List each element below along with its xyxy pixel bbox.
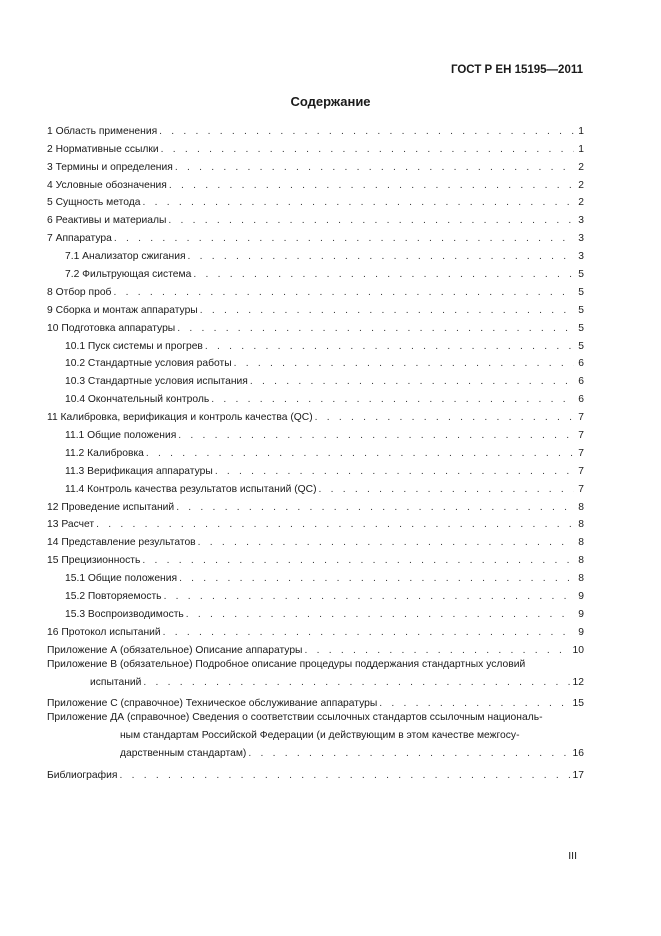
leader-dots (250, 376, 574, 387)
toc-page-number: 8 (578, 555, 584, 567)
leader-dots (211, 394, 574, 405)
toc-page-number: 3 (578, 233, 584, 245)
toc-entry-label: 16 Протокол испытаний (47, 626, 161, 638)
toc-entry-bibliography[interactable] (47, 763, 584, 781)
toc-page-number: 3 (578, 251, 584, 263)
leader-dots (113, 287, 574, 298)
toc-entry-label: 4 Условные обозначения (47, 179, 167, 191)
toc-entry-label-cont: испытаний (90, 676, 142, 688)
leader-dots (304, 645, 570, 656)
toc-entry[interactable] (47, 513, 584, 531)
toc-page-number: 5 (578, 322, 584, 334)
toc-entry-label-cont: ным стандартам Российской Федерации (и действующим в этом качестве межгосу- (120, 730, 520, 742)
toc-entry-label: 11.4 Контроль качества результатов испытаний (QC) (65, 483, 317, 495)
toc-entry-label: Приложение ДА (справочное) Сведения о соответствии ссылочных стандартов ссылочным националь- (47, 712, 543, 724)
leader-dots (169, 180, 574, 191)
toc-page-number: 17 (572, 769, 584, 781)
leader-dots (146, 448, 574, 459)
toc-entry-label: Приложение В (обязательное) Подробное описание процедуры поддержания стандартных условий (47, 658, 526, 670)
toc-entry-label: 11 Калибровка, верификация и контроль качества (QC) (47, 412, 313, 424)
toc-entry-label: 11.2 Калибровка (65, 447, 144, 459)
leader-dots (177, 323, 574, 334)
toc-entry[interactable] (47, 316, 584, 334)
toc-entry[interactable] (47, 459, 584, 477)
toc-entry[interactable] (47, 548, 584, 566)
leader-dots (96, 519, 574, 530)
toc-page-number: 9 (578, 608, 584, 620)
page-title: Содержание (290, 94, 371, 109)
toc-page-number: 3 (578, 215, 584, 227)
leader-dots (186, 609, 574, 620)
leader-dots (142, 197, 574, 208)
leader-dots (159, 126, 574, 137)
toc-entry-label: 11.3 Верификация аппаратуры (65, 465, 213, 477)
toc-entry[interactable] (47, 638, 584, 656)
toc-page-number: 10 (572, 644, 584, 656)
toc-entry[interactable] (47, 226, 584, 244)
leader-dots (119, 770, 570, 781)
toc-entry-label: 10.1 Пуск системы и прогрев (65, 340, 203, 352)
toc-entry-label: 8 Отбор проб (47, 286, 112, 298)
toc-entry[interactable] (47, 602, 584, 620)
toc-page-number: 12 (572, 676, 584, 688)
toc-entries (47, 119, 584, 656)
toc-page-number: 5 (578, 304, 584, 316)
toc-page-number: 2 (578, 161, 584, 173)
toc-page-number: 16 (572, 748, 584, 760)
toc-entry[interactable] (47, 352, 584, 370)
toc-entry-label: Приложение С (справочное) Техническое обслуживание аппаратуры (47, 698, 378, 710)
leader-dots (188, 251, 574, 262)
leader-dots (179, 573, 574, 584)
toc-entry[interactable] (47, 387, 584, 405)
leader-dots (142, 555, 574, 566)
toc-entry[interactable] (47, 495, 584, 513)
toc-page-number: 8 (578, 573, 584, 585)
leader-dots (234, 358, 574, 369)
toc-page-number: 1 (578, 125, 584, 137)
toc-entry-label: 12 Проведение испытаний (47, 501, 175, 513)
leader-dots (319, 484, 575, 495)
toc-entry-label: 15 Прецизионность (47, 555, 141, 567)
toc-entry[interactable] (47, 584, 584, 602)
leader-dots (198, 537, 574, 548)
toc-entry[interactable] (47, 280, 584, 298)
toc-entry[interactable] (47, 477, 584, 495)
leader-dots (178, 430, 574, 441)
leader-dots (200, 305, 574, 316)
page-number: III (568, 850, 577, 862)
toc-entry[interactable] (47, 405, 584, 423)
toc-entry-label: 10.4 Окончательный контроль (65, 394, 210, 406)
toc-entry-appendix-da[interactable] (47, 709, 584, 763)
toc-page-number: 6 (578, 358, 584, 370)
leader-dots (163, 627, 574, 638)
toc-entry[interactable] (47, 530, 584, 548)
toc-entry-label: 10.2 Стандартные условия работы (65, 358, 232, 370)
toc-entry[interactable] (47, 620, 584, 638)
toc-entry-label: Библиография (47, 769, 118, 781)
leader-dots (114, 233, 574, 244)
toc-entry-label: 11.1 Общие положения (65, 430, 177, 442)
toc-page-number: 5 (578, 340, 584, 352)
leader-dots (176, 502, 574, 513)
toc-page-number: 6 (578, 376, 584, 388)
toc-entry-label: 7 Аппаратура (47, 233, 112, 245)
toc-page-number: 8 (578, 501, 584, 513)
toc-entry-label: 9 Сборка и монтаж аппаратуры (47, 304, 198, 316)
leader-dots (215, 466, 574, 477)
toc-page-number: 2 (578, 179, 584, 191)
toc-page-number: 8 (578, 519, 584, 531)
toc-entry[interactable] (47, 155, 584, 173)
toc-entry-label: 3 Термины и определения (47, 161, 173, 173)
toc-entry-label: 14 Представление результатов (47, 537, 196, 549)
toc-entry-label: 7.2 Фильтрующая система (65, 269, 192, 281)
toc-page-number: 2 (578, 197, 584, 209)
toc-page-number: 7 (578, 430, 584, 442)
leader-dots (248, 745, 570, 763)
toc-entry-label: Приложение А (обязательное) Описание аппаратуры (47, 644, 303, 656)
toc-entry[interactable] (47, 566, 584, 584)
toc-entry-label: 15.2 Повторяемость (65, 591, 162, 603)
toc-entry-label: 2 Нормативные ссылки (47, 143, 159, 155)
toc-entry-label: 13 Расчет (47, 519, 95, 531)
toc-page-number: 5 (578, 269, 584, 281)
document-id: ГОСТ Р ЕН 15195—2011 (450, 64, 583, 76)
toc-page-number: 8 (578, 537, 584, 549)
toc-page-number: 6 (578, 394, 584, 406)
table-of-contents (47, 119, 584, 781)
leader-dots (379, 698, 570, 709)
toc-entry[interactable] (47, 119, 584, 137)
toc-page-number: 5 (578, 286, 584, 298)
toc-entry-label: 15.1 Общие положения (65, 573, 178, 585)
toc-page-number: 15 (572, 698, 584, 710)
toc-entry[interactable] (47, 298, 584, 316)
toc-entry-label: 10.3 Стандартные условия испытания (65, 376, 248, 388)
toc-entry[interactable] (47, 244, 584, 262)
leader-dots (205, 341, 574, 352)
toc-entry-label: 10 Подготовка аппаратуры (47, 322, 176, 334)
leader-dots (161, 144, 574, 155)
toc-page-number: 9 (578, 626, 584, 638)
toc-entry[interactable] (47, 334, 584, 352)
leader-dots (143, 674, 570, 692)
toc-page-number: 7 (578, 447, 584, 459)
toc-entry[interactable] (47, 173, 584, 191)
toc-page-number: 7 (578, 412, 584, 424)
toc-entry[interactable] (47, 137, 584, 155)
leader-dots (164, 591, 574, 602)
toc-page-number: 9 (578, 591, 584, 603)
toc-entry-label-cont2: дарственным стандартам) (120, 748, 247, 760)
leader-dots (193, 269, 574, 280)
toc-entry-label: 7.1 Анализатор сжигания (65, 251, 186, 263)
toc-entry-appendix-c[interactable] (47, 692, 584, 710)
toc-entry-label: 6 Реактивы и материалы (47, 215, 167, 227)
toc-page-number: 7 (578, 483, 584, 495)
toc-entry[interactable] (47, 441, 584, 459)
toc-entry[interactable] (47, 208, 584, 226)
leader-dots (315, 412, 574, 423)
toc-entry-label: 15.3 Воспроизводимость (65, 608, 184, 620)
toc-entry[interactable] (47, 191, 584, 209)
toc-entry[interactable] (47, 423, 584, 441)
leader-dots (168, 215, 574, 226)
toc-page-number: 7 (578, 465, 584, 477)
toc-entry-appendix-b[interactable] (47, 656, 584, 692)
leader-dots (175, 162, 574, 173)
toc-entry[interactable] (47, 369, 584, 387)
toc-page-number: 1 (578, 143, 584, 155)
toc-entry[interactable] (47, 262, 584, 280)
toc-entry-label: 1 Область применения (47, 125, 158, 137)
toc-entry-label: 5 Сущность метода (47, 197, 141, 209)
